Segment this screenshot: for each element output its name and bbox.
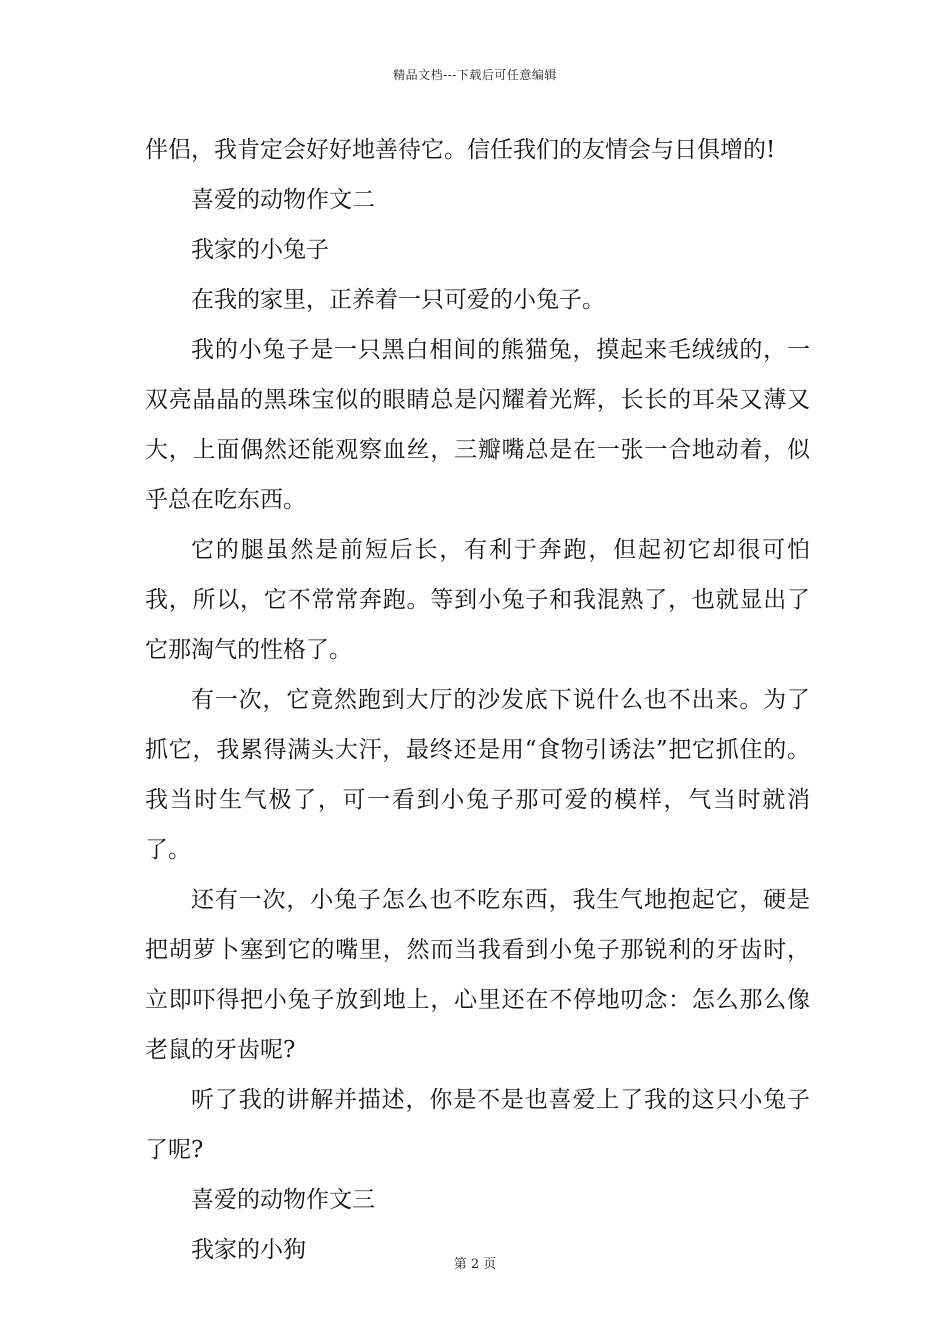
paragraph: 还有一次，小兔子怎么也不吃东西，我生气地抱起它，硬是把胡萝卜塞到它的嘴里，然而当我看到小兔子那锐利的牙齿时，立即吓得把小兔子放到地上，心里还在不停地叨念：怎么那么像老鼠的牙齿呢?	[145, 887, 810, 1063]
page-header: 精品文档---下载后可任意编辑	[393, 68, 557, 82]
paragraph: 伴侣，我肯定会好好地善待它。信任我们的友情会与日俱增的!	[145, 137, 776, 163]
paragraph: 它的腿虽然是前短后长，有利于奔跑，但起初它却很可怕我，所以，它不常常奔跑。等到小兔子和我混熟了，也就显出了它那淘气的性格了。	[145, 537, 810, 663]
document-body	[145, 125, 810, 1275]
paragraph: 我的小兔子是一只黑白相间的熊猫兔，摸起来毛绒绒的，一双亮晶晶的黑珠宝似的眼睛总是闪耀着光辉，长长的耳朵又薄又大，上面偶然还能观察血丝，三瓣嘴总是在一张一合地动着，似乎总在吃东西。	[145, 337, 810, 513]
paragraph: 听了我的讲解并描述，你是不是也喜爱上了我的这只小兔子了呢?	[145, 1087, 810, 1163]
paragraph: 在我的家里，正养着一只可爱的小兔子。	[191, 287, 605, 313]
paragraph: 有一次，它竟然跑到大厅的沙发底下说什么也不出来。为了抓它，我累得满头大汗，最终还是用“食物引诱法”把它抓住的。我当时生气极了，可一看到小兔子那可爱的模样，气当时就消了。	[145, 687, 810, 863]
section-heading: 喜爱的动物作文二	[191, 187, 375, 213]
page-number: 第 2 页	[453, 1257, 497, 1272]
section-heading: 喜爱的动物作文三	[191, 1187, 375, 1213]
essay-title: 我家的小兔子	[191, 237, 329, 263]
essay-title: 我家的小狗	[191, 1237, 306, 1263]
